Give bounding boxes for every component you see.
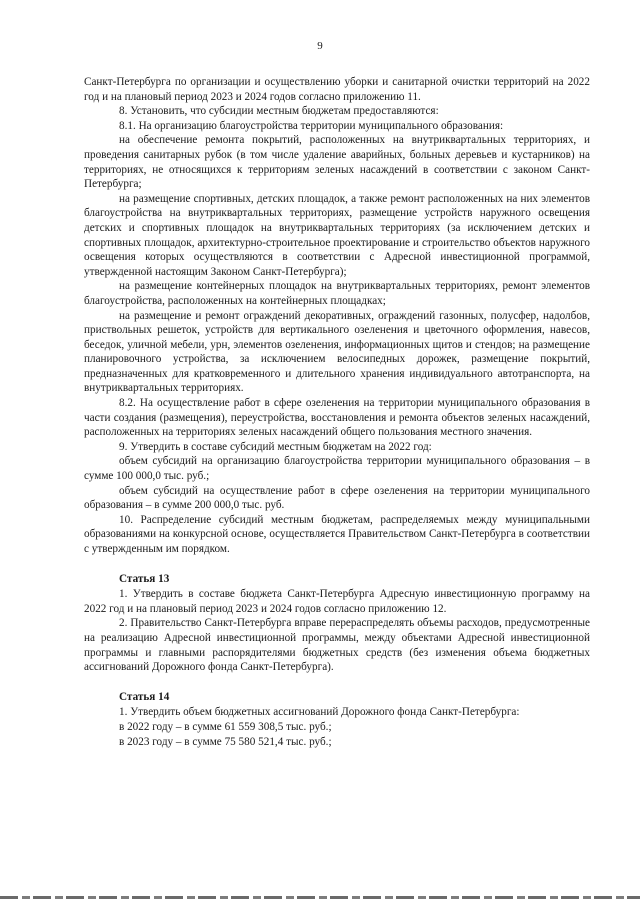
paragraph: объем субсидий на организацию благоустройства территории муниципального образования – в сумме 100 000,0 тыс. руб.; <box>84 455 590 483</box>
section-top <box>84 75 590 557</box>
article-14-body <box>84 705 590 749</box>
paragraph: на размещение спортивных, детских площадок, а также ремонт расположенных на них элементов благоустройства на внутриквартальных территориях, размещение устройств наружного освещения детских и спортивных площадок на внутриквартальных территориях (за исключением детских и спортивных площадок, архитектурно-строительное проектирование и строительство объектов наружного освещения которых осуществляются в соответствии с Адресной инвестиционной программой, утвержденной настоящим Законом Санкт-Петербурга); <box>84 192 590 278</box>
paragraph: объем субсидий на осуществление работ в сфере озеленения на территории муниципального образования – в сумме 200 000,0 тыс. руб. <box>84 484 590 512</box>
paragraph: 10. Распределение субсидий местным бюджетам, распределяемых между муниципальными образованиями на конкурсной основе, осуществляется Правительством Санкт-Петербурга в соответствии с утвержденным им порядком. <box>84 513 590 555</box>
paragraph: 8. Установить, что субсидии местным бюджетам предоставляются: <box>119 105 439 118</box>
paragraph: 8.2. На осуществление работ в сфере озеленения на территории муниципального образования в части создания (размещения), переустройства, восстановления и ремонта объектов зеленых насаждений, расположенных на территориях зеленых насаждений общего пользования местного значения. <box>84 397 590 439</box>
paragraph: 2. Правительство Санкт-Петербурга вправе перераспределять объемы расходов, предусмотренные на реализацию Адресной инвестиционной программы, между объектами Адресной инвестиционной программы и главными распорядителями бюджетных средств (без изменения объема бюджетных ассигнований Дорожного фонда Санкт-Петербурга). <box>84 617 590 674</box>
article-13-heading: Статья 13 <box>119 572 170 585</box>
paragraph: на размещение и ремонт ограждений декоративных, ограждений газонных, полусфер, надолбов, приствольных решеток, устройств для вертикального озеленения и цветочного оформления, навесов, беседок, уличной мебели, урн, элементов озеленения, информационных щитов и стендов; на размещение планировочного устройства, за исключением велосипедных дорожек, размещение покрытий, предназначенных для кратковременного и длительного хранения индивидуального автотранспорта, на внутриквартальных территориях. <box>84 309 590 395</box>
paragraph: в 2023 году – в сумме 75 580 521,4 тыс. руб.; <box>119 735 332 748</box>
paragraph: на обеспечение ремонта покрытий, расположенных на внутриквартальных территориях, и проведения санитарных рубок (в том числе удаление аварийных, больных деревьев и кустарников) на территориях, не относящихся к территориям зеленых насаждений в соответствии с законом Санкт-Петербурга; <box>84 134 590 191</box>
paragraph: в 2022 году – в сумме 61 559 308,5 тыс. руб.; <box>119 720 332 733</box>
article-13-body <box>84 587 590 675</box>
page-number: 9 <box>317 40 323 52</box>
paragraph: 1. Утвердить в составе бюджета Санкт-Петербурга Адресную инвестиционную программу на 2022 год и на плановый период 2023 и 2024 годов согласно приложению 12. <box>84 588 590 615</box>
paragraph: на размещение контейнерных площадок на внутриквартальных территориях, ремонт элементов благоустройства, расположенных на контейнерных площадках; <box>84 280 590 307</box>
paragraph: 8.1. На организацию благоустройства территории муниципального образования: <box>119 119 504 132</box>
paragraph: Санкт-Петербурга по организации и осуществлению уборки и санитарной очистки территорий на 2022 год и на плановый период 2023 и 2024 годов согласно приложению 11. <box>84 76 590 103</box>
scan-edge-artifact <box>0 896 640 899</box>
document-body <box>84 75 590 749</box>
paragraph: 9. Утвердить в составе субсидий местным бюджетам на 2022 год: <box>119 440 432 453</box>
paragraph: 1. Утвердить объем бюджетных ассигнований Дорожного фонда Санкт-Петербурга: <box>119 706 520 719</box>
article-14-heading: Статья 14 <box>119 690 170 703</box>
